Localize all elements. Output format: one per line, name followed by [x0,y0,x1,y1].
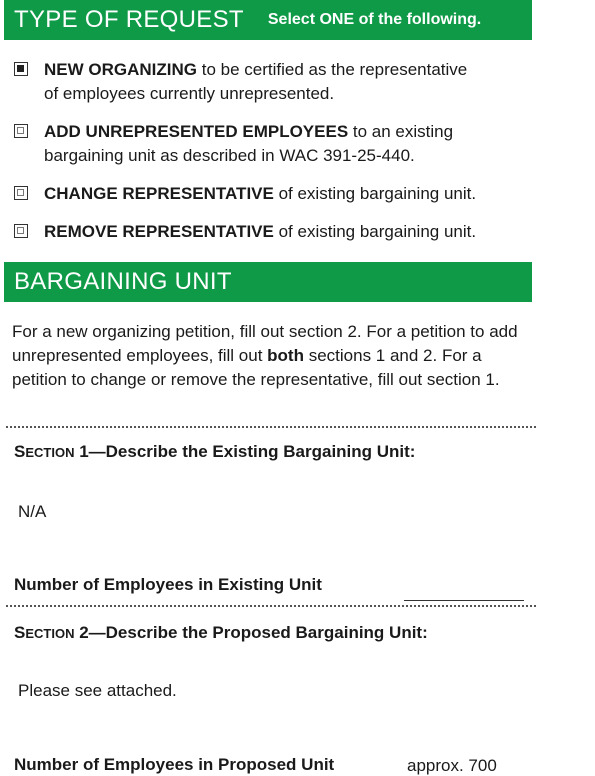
section-2-initial: S [14,623,26,642]
section-1-smallcaps: ECTION [25,445,75,460]
section-1-initial: S [14,442,26,461]
instructions-text: For a new organizing petition, fill out section 2. For a petition to add unrepresented employees, fill out [12,322,518,365]
select-one-instruction: Select ONE of the following. [267,11,482,28]
instructions-text-cont: sections 1 and 2. For a petition to change or remove the representative, fill out section 1. [12,346,500,389]
type-of-request-title: TYPE OF REQUEST [14,6,244,33]
option-text: of existing bargaining unit. [273,222,477,241]
unchecked-dot-icon [17,227,24,234]
option-label: NEW ORGANIZING [44,60,197,79]
option-text: of existing bargaining unit. [273,184,477,203]
option-text: to be certified as the representative [197,60,468,79]
option-remove-representative[interactable] [14,220,534,244]
existing-unit-count-field[interactable] [404,600,524,601]
option-label: REMOVE REPRESENTATIVE [44,222,274,241]
proposed-unit-count-value[interactable]: approx. 700 [407,756,497,775]
section-1-heading [14,442,415,462]
section-2-heading [14,623,428,643]
section-2-title: 2—Describe the Proposed Bargaining Unit: [74,623,428,642]
section-divider [6,426,536,428]
option-new-organizing[interactable] [14,58,534,106]
proposed-unit-description[interactable]: Please see attached. [18,681,177,700]
bargaining-unit-instructions [12,320,527,392]
type-of-request-header [4,0,532,40]
option-label: ADD UNREPRESENTED EMPLOYEES [44,122,349,141]
remove-representative-checkbox[interactable] [14,224,28,238]
checked-dot-icon [17,65,24,72]
existing-unit-description[interactable]: N/A [18,502,47,521]
section-1-title: 1—Describe the Existing Bargaining Unit: [74,442,416,461]
existing-unit-count-label: Number of Employees in Existing Unit [14,575,322,594]
section-divider [6,605,536,607]
bargaining-unit-header [4,262,532,302]
option-text-cont: of employees currently unrepresented. [44,84,335,103]
new-organizing-checkbox[interactable] [14,62,28,76]
option-change-representative[interactable] [14,182,534,206]
option-text-cont: bargaining unit as described in WAC 391-25-440. [44,146,415,165]
bargaining-unit-title: BARGAINING UNIT [14,268,232,295]
proposed-unit-count-label: Number of Employees in Proposed Unit [14,755,335,774]
option-label: CHANGE REPRESENTATIVE [44,184,274,203]
instructions-emphasis: both [267,346,304,365]
section-2-smallcaps: ECTION [25,626,75,641]
option-add-unrepresented[interactable] [14,120,534,168]
option-text: to an existing [348,122,454,141]
change-representative-checkbox[interactable] [14,186,28,200]
unchecked-dot-icon [17,127,24,134]
unchecked-dot-icon [17,189,24,196]
add-unrepresented-checkbox[interactable] [14,124,28,138]
